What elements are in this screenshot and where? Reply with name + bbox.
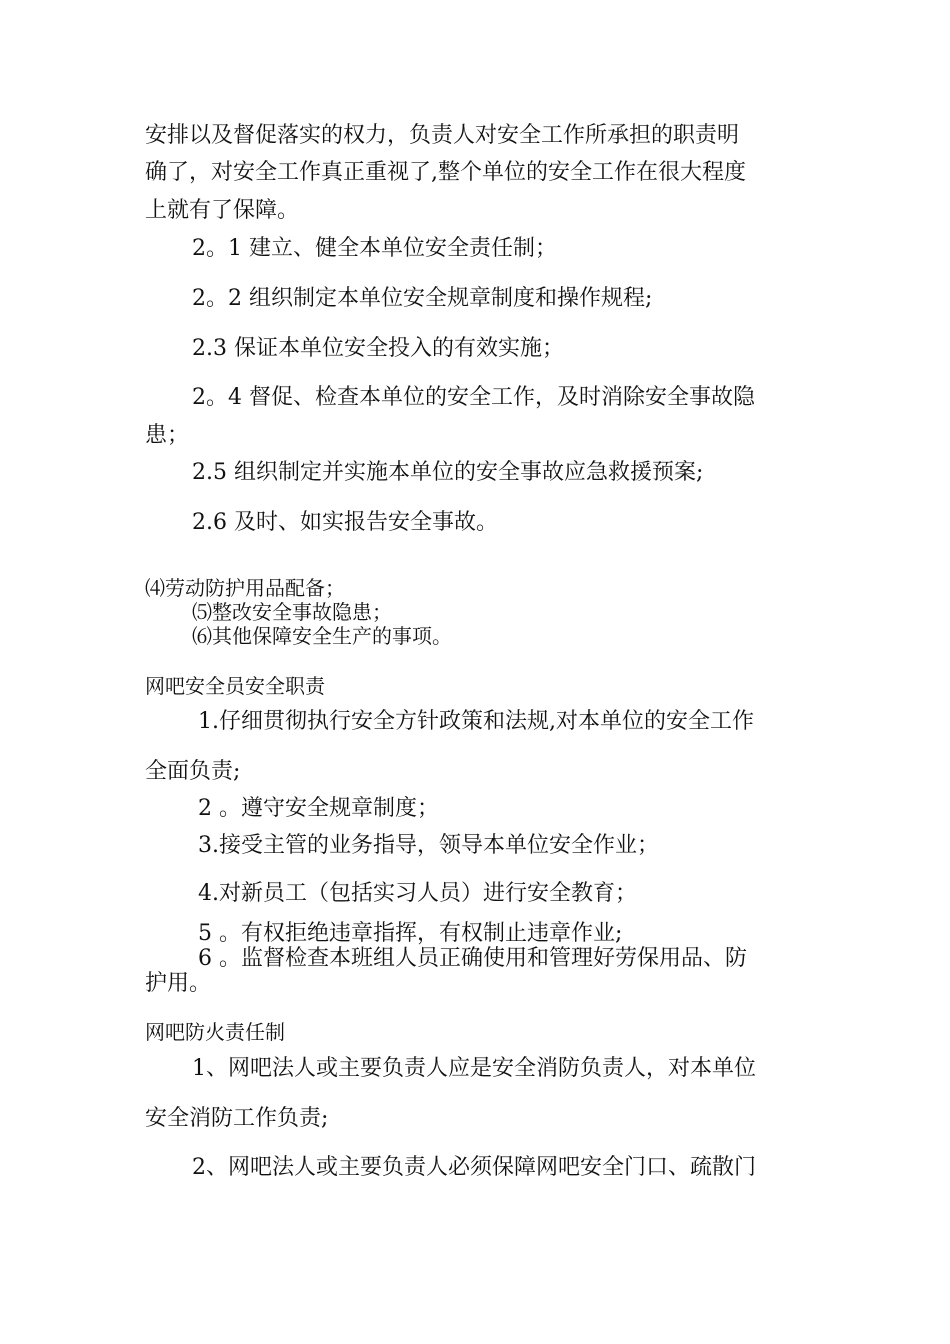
safety-officer-line-4: 4.对新员工（包括实习人员）进行安全教育；	[198, 881, 637, 906]
duty-item-2-4-cont: 患；	[145, 423, 190, 448]
safety-officer-line-6-cont: 护用。	[145, 971, 212, 996]
numbered-item-6: ⑹其他保障安全生产的事项。	[192, 624, 452, 648]
duty-item-2-4: 2。4 督促、检查本单位的安全工作，及时消除安全事故隐	[192, 385, 755, 410]
fire-line-1-cont: 安全消防工作负责;	[145, 1106, 329, 1131]
intro-line-1: 安排以及督促落实的权力，负责人对安全工作所承担的职责明	[145, 123, 740, 148]
safety-officer-line-1-cont: 全面负责;	[145, 759, 241, 784]
duty-item-2-1: 2。1 建立、健全本单位安全责任制；	[192, 236, 557, 261]
numbered-item-4: ⑷劳动防护用品配备；	[145, 576, 345, 600]
section-heading-safety-officer: 网吧安全员安全职责	[145, 674, 325, 698]
fire-line-2: 2、网吧法人或主要负责人必须保障网吧安全门口、疏散门	[192, 1155, 756, 1180]
safety-officer-line-5: 5 。有权拒绝违章指挥，有权制止违章作业;	[198, 921, 623, 946]
duty-item-2-6: 2.6 及时、如实报告安全事故。	[192, 510, 498, 535]
duty-item-2-5: 2.5 组织制定并实施本单位的安全事故应急救援预案;	[192, 460, 704, 485]
section-heading-fire: 网吧防火责任制	[145, 1020, 285, 1044]
safety-officer-line-6: 6 。监督检查本班组人员正确使用和管理好劳保用品、防	[198, 946, 747, 971]
safety-officer-line-2: 2 。遵守安全规章制度；	[198, 796, 439, 821]
duty-item-2-3: 2.3 保证本单位安全投入的有效实施；	[192, 336, 564, 361]
intro-line-2: 确了，对安全工作真正重视了,整个单位的安全工作在很大程度	[145, 160, 746, 185]
safety-officer-line-3: 3.接受主管的业务指导，领导本单位安全作业；	[198, 833, 659, 858]
intro-line-3: 上就有了保障。	[145, 198, 300, 223]
safety-officer-line-1: 1.仔细贯彻执行安全方针政策和法规,对本单位的安全工作	[198, 709, 754, 734]
fire-line-1: 1、网吧法人或主要负责人应是安全消防负责人，对本单位	[192, 1056, 756, 1081]
numbered-item-5: ⑸整改安全事故隐患；	[192, 600, 392, 624]
duty-item-2-2: 2。2 组织制定本单位安全规章制度和操作规程;	[192, 286, 653, 311]
